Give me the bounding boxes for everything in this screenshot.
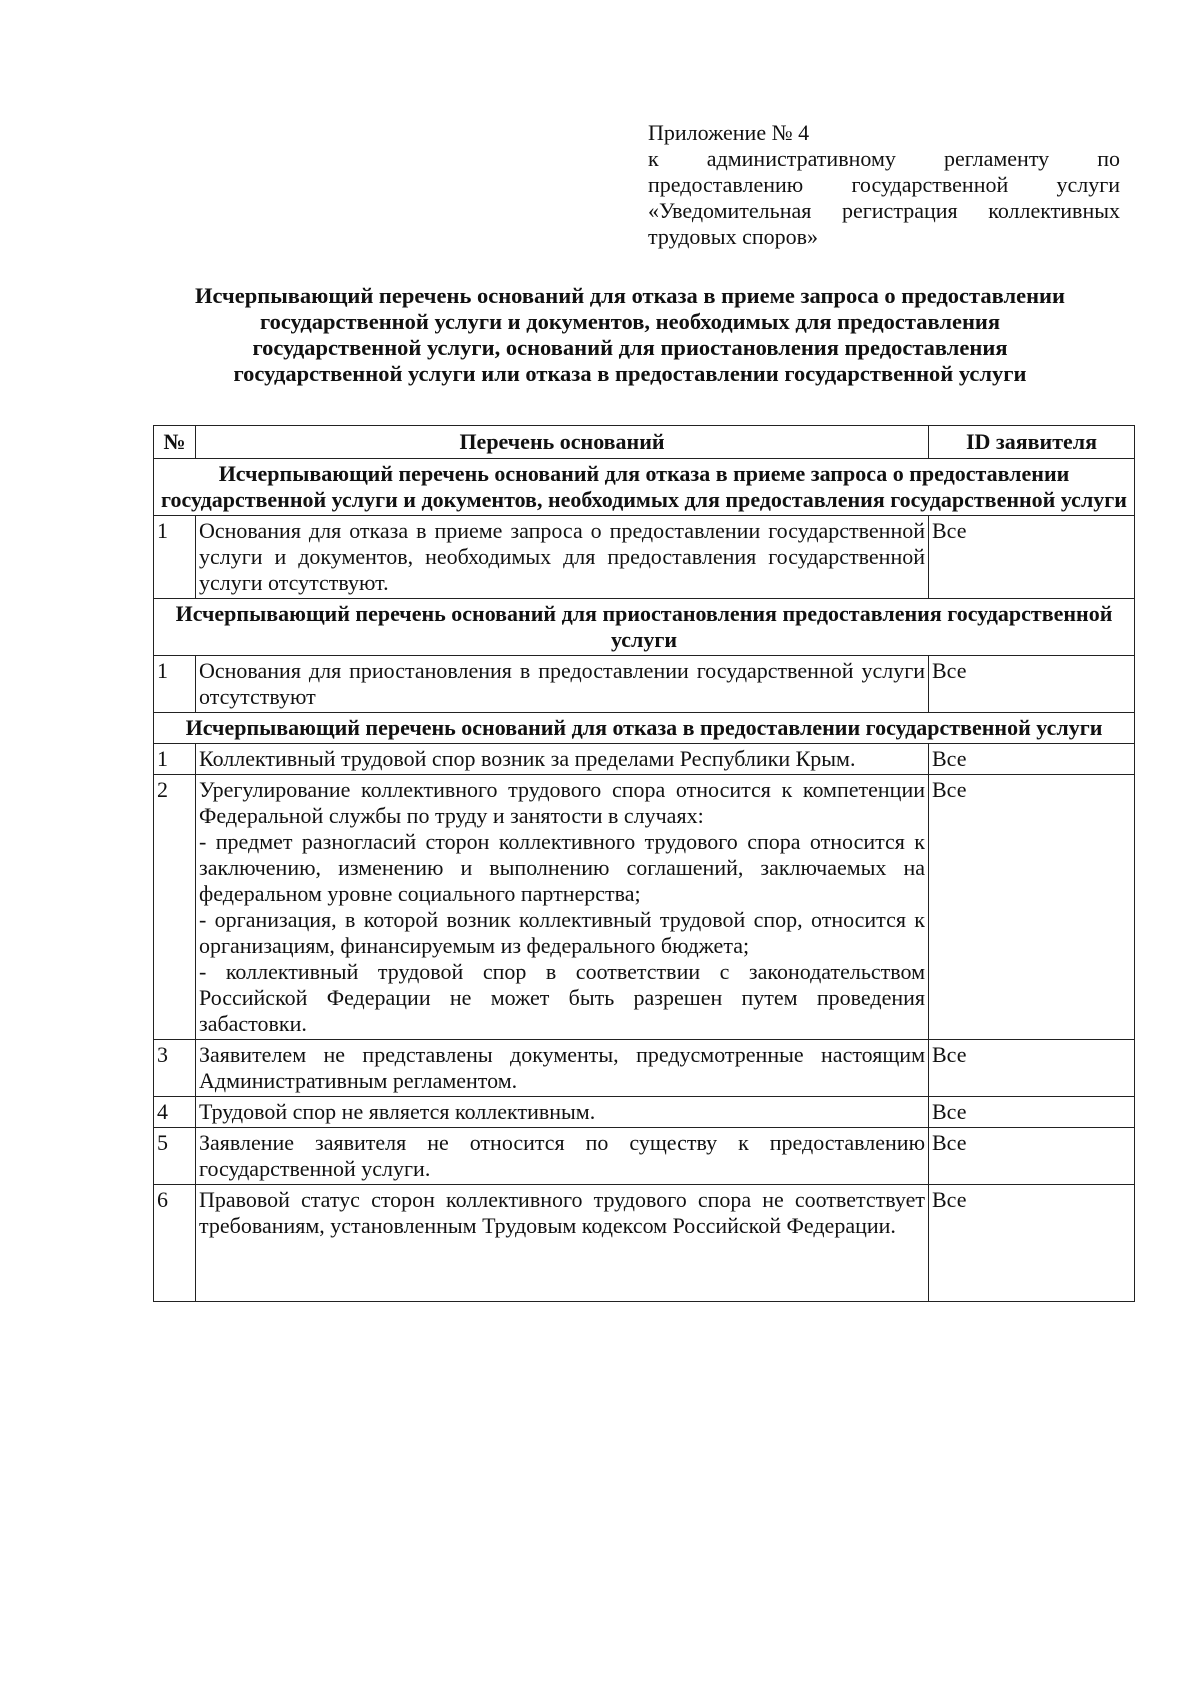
section-row — [154, 459, 1135, 516]
appendix-header — [648, 120, 1120, 250]
reason-paragraph: - предмет разногласий сторон коллективного трудового спора относится к заключению, изменению и выполнению соглашений, заключаемых на федеральном уровне социального партнерства; — [199, 829, 925, 906]
table-row — [154, 1040, 1135, 1097]
row-number: 6 — [154, 1185, 196, 1302]
row-reason: Трудовой спор не является коллективным. — [196, 1097, 929, 1128]
row-reason: Коллективный трудовой спор возник за пределами Республики Крым. — [196, 744, 929, 775]
row-applicant: Все — [929, 744, 1135, 775]
row-number: 1 — [154, 516, 196, 599]
row-reason: Основания для приостановления в предоставлении государственной услуги отсутствуют — [196, 656, 929, 713]
row-number: 3 — [154, 1040, 196, 1097]
document-title-line: Исчерпывающий перечень оснований для отказа в приеме запроса о предоставлении — [195, 283, 1065, 308]
reason-paragraph: - коллективный трудовой спор в соответствии с законодательством Российской Федерации не может быть разрешен путем проведения забастовки. — [199, 959, 925, 1036]
reason-paragraph: Урегулирование коллективного трудового спора относится к компетенции Федеральной службы по труду и занятости в случаях: — [199, 777, 925, 828]
row-reason: Заявителем не представлены документы, предусмотренные настоящим Административным регламентом. — [196, 1040, 929, 1097]
row-applicant: Все — [929, 1040, 1135, 1097]
table-row — [154, 516, 1135, 599]
table-row — [154, 1185, 1135, 1302]
row-applicant: Все — [929, 1185, 1135, 1302]
section-title: Исчерпывающий перечень оснований для отказа в приеме запроса о предоставлении государственной услуги и документов, необходимых для предоставления государственной услуги — [154, 459, 1135, 516]
table-row — [154, 656, 1135, 713]
header-applicant-id: ID заявителя — [929, 426, 1135, 459]
document-title-line: государственной услуги, оснований для приостановления предоставления — [252, 335, 1008, 360]
table-row — [154, 1128, 1135, 1185]
section-title: Исчерпывающий перечень оснований для приостановления предоставления государственной услуги — [154, 599, 1135, 656]
row-reason — [196, 775, 929, 1040]
table-header-row — [154, 426, 1135, 459]
section-row — [154, 599, 1135, 656]
row-number: 4 — [154, 1097, 196, 1128]
row-reason: Основания для отказа в приеме запроса о предоставлении государственной услуги и документов, необходимых для предоставления государственной услуги отсутствуют. — [196, 516, 929, 599]
document-title — [150, 283, 1110, 387]
section-title: Исчерпывающий перечень оснований для отказа в предоставлении государственной услуги — [154, 713, 1135, 744]
row-number: 1 — [154, 656, 196, 713]
row-number: 2 — [154, 775, 196, 1040]
appendix-title: Приложение № 4 — [648, 120, 810, 145]
appendix-line: трудовых споров» — [648, 224, 818, 249]
row-applicant: Все — [929, 656, 1135, 713]
header-reasons: Перечень оснований — [196, 426, 929, 459]
table-row — [154, 744, 1135, 775]
row-applicant: Все — [929, 1097, 1135, 1128]
document-title-line: государственной услуги или отказа в предоставлении государственной услуги — [233, 361, 1027, 386]
section-row — [154, 713, 1135, 744]
table-row — [154, 1097, 1135, 1128]
row-number: 1 — [154, 744, 196, 775]
row-reason: Правовой статус сторон коллективного трудового спора не соответствует требованиям, установленным Трудовым кодексом Российской Федерации. — [196, 1185, 929, 1302]
row-applicant: Все — [929, 775, 1135, 1040]
grounds-table — [153, 425, 1135, 1302]
table-row — [154, 775, 1135, 1040]
row-applicant: Все — [929, 1128, 1135, 1185]
appendix-line: предоставлению государственной услуги — [648, 172, 1120, 197]
reason-paragraph: - организация, в которой возник коллективный трудовой спор, относится к организациям, финансируемым из федерального бюджета; — [199, 907, 925, 958]
row-number: 5 — [154, 1128, 196, 1185]
document-title-line: государственной услуги и документов, необходимых для предоставления — [259, 309, 1001, 334]
header-number: № — [154, 426, 196, 459]
appendix-line: к административному регламенту по — [648, 146, 1120, 171]
row-reason: Заявление заявителя не относится по существу к предоставлению государственной услуги. — [196, 1128, 929, 1185]
row-applicant: Все — [929, 516, 1135, 599]
appendix-line: «Уведомительная регистрация коллективных — [648, 198, 1120, 223]
